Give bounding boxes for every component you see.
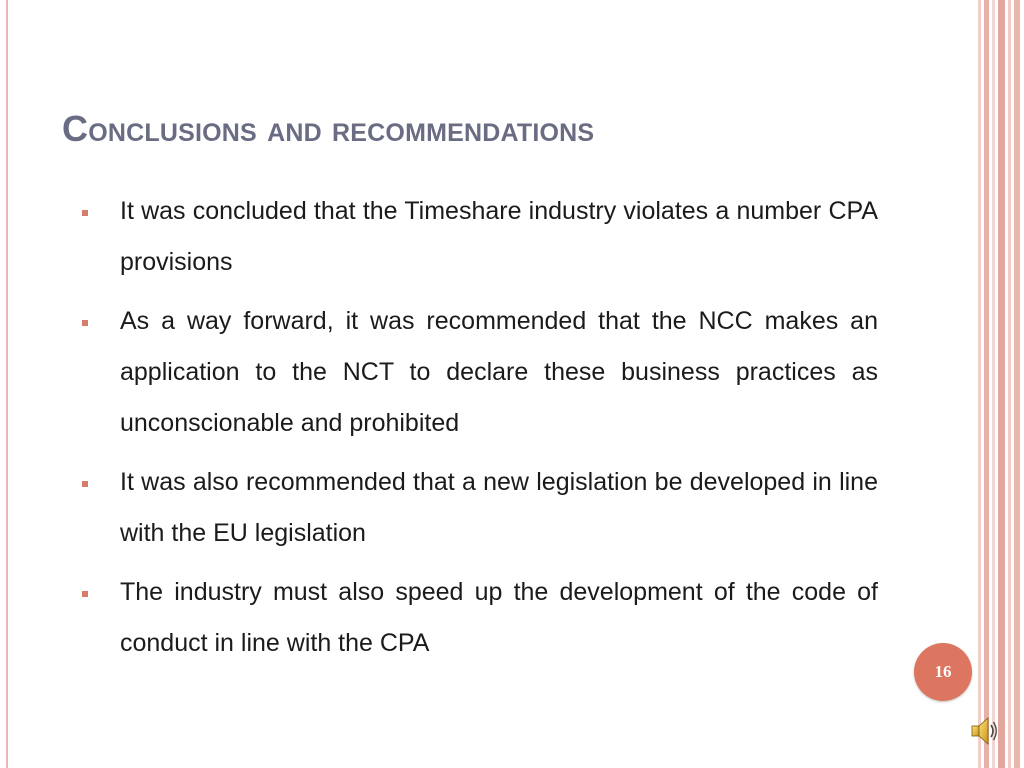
left-border-line: [6, 0, 8, 768]
page-number-badge: 16: [914, 643, 972, 701]
bullet-text: As a way forward, it was recommended that the NCC makes an application to the NCT to declare these business practices as unconscionable and prohibited: [120, 307, 878, 437]
square-bullet-icon: [82, 481, 88, 487]
slide-title: Conclusions and recommendations: [62, 108, 595, 149]
bullet-text: It was concluded that the Timeshare industry violates a number CPA provisions: [120, 197, 878, 276]
right-decorative-stripes: [978, 0, 1024, 768]
list-item: [82, 296, 878, 449]
list-item: [82, 457, 878, 559]
square-bullet-icon: [82, 591, 88, 597]
square-bullet-icon: [82, 320, 88, 326]
speaker-icon[interactable]: [970, 713, 1000, 749]
bullet-text: The industry must also speed up the development of the code of conduct in line with the CPA: [120, 578, 878, 657]
square-bullet-icon: [82, 210, 88, 216]
list-item: [82, 567, 878, 669]
list-item: [82, 186, 878, 288]
bullet-text: It was also recommended that a new legislation be developed in line with the EU legislation: [120, 468, 878, 547]
bullet-list: [82, 186, 878, 677]
